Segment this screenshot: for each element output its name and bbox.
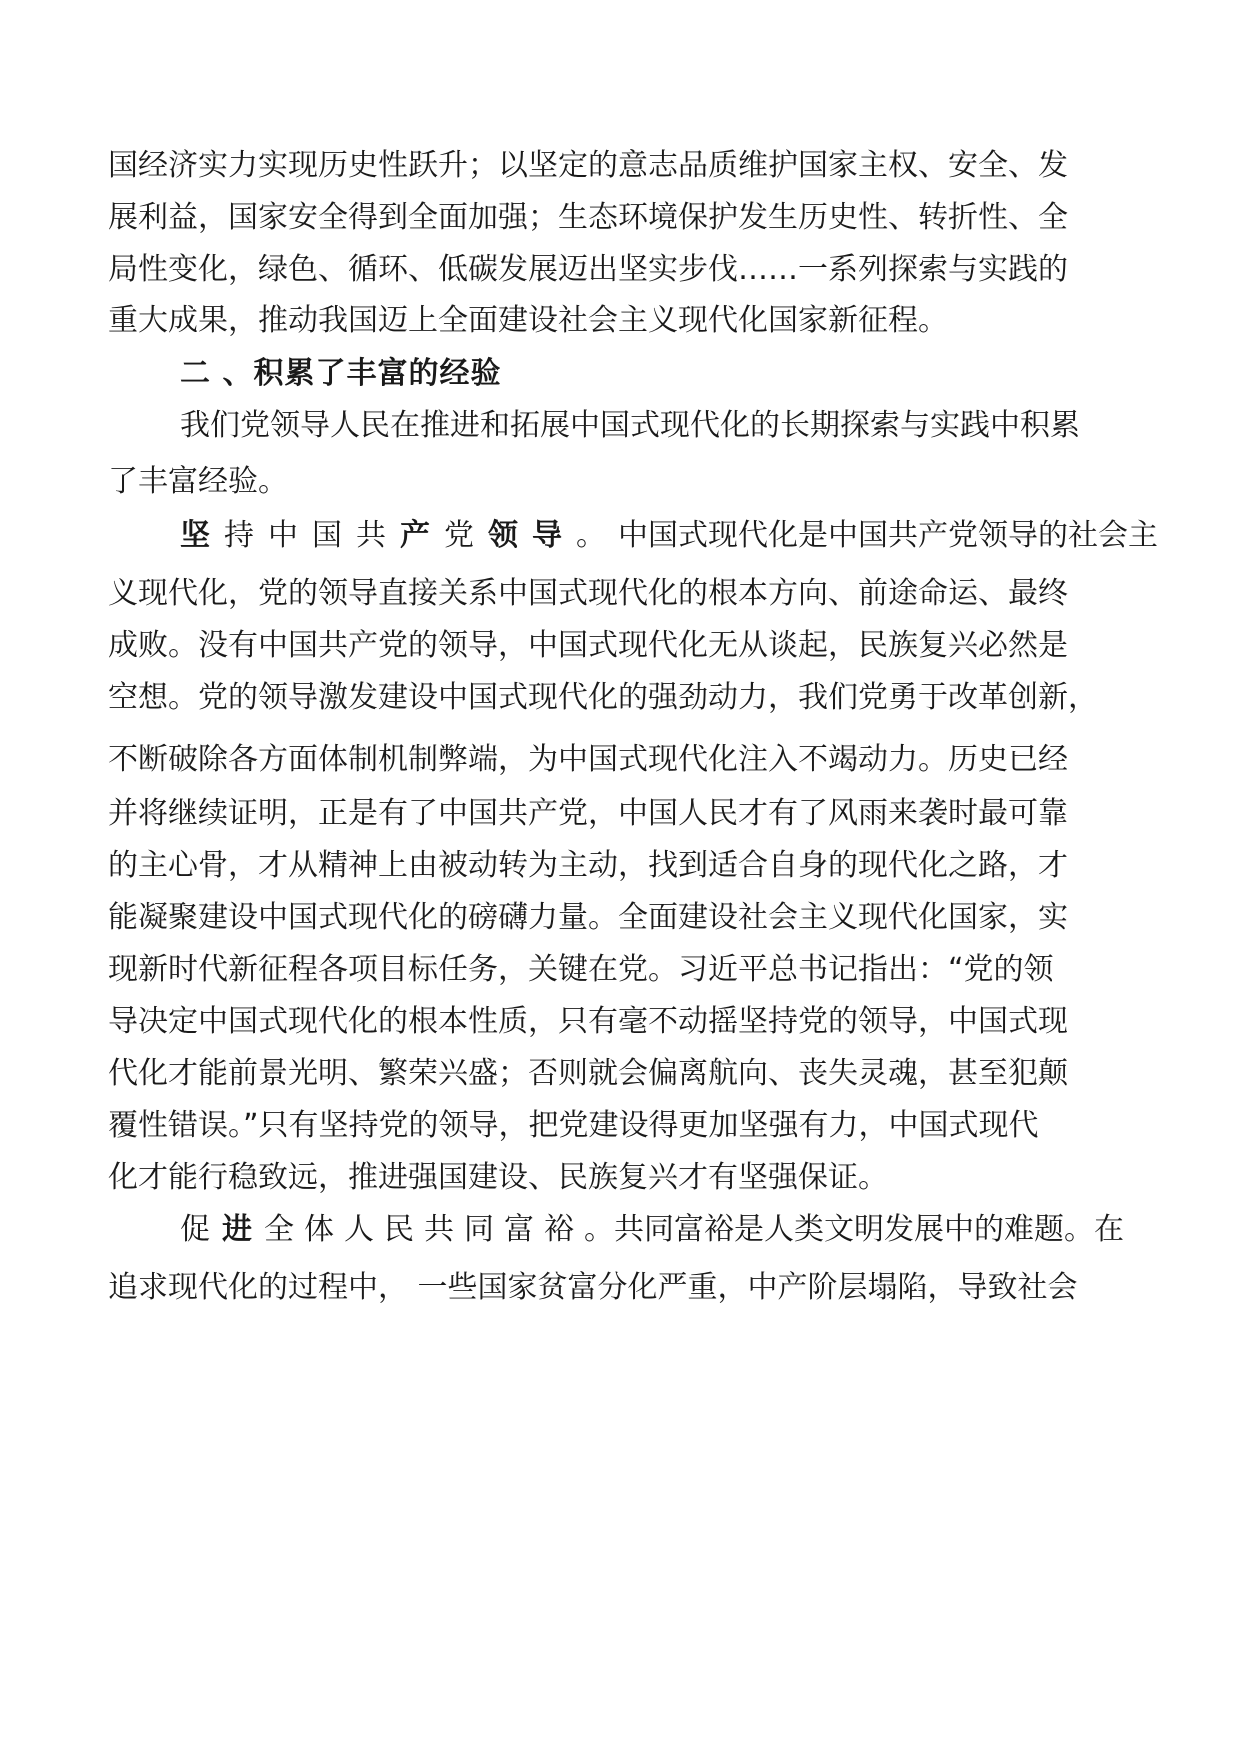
lead-rest-text: 。共同富裕是人类文明发展中的难题。在 [584, 1212, 1124, 1247]
text-line: 追求现代化的过程中， 一些国家贫富分化严重，中产阶层塌陷，导致社会 [108, 1270, 1078, 1305]
lead-spaced-text: 党 [444, 518, 488, 553]
text-line: 成败。没有中国共产党的领导，中国式现代化无从谈起，民族复兴必然是 [108, 628, 1068, 663]
text-line: 展利益，国家安全得到全面加强；生态环境保护发生历史性、转折性、全 [108, 200, 1068, 235]
text-line: 覆性错误。”只有坚持党的领导，把党建设得更加坚强有力，中国式现代 [108, 1108, 1039, 1143]
lead-bold-char: 进 [222, 1212, 252, 1247]
text-line: 空想。党的领导激发建设中国式现代化的强劲动力，我们党勇于改革创新， [108, 680, 1098, 715]
lead-bold-char: 产 [400, 518, 430, 553]
section-heading: 二 、积累了丰富的经验 [180, 356, 502, 391]
lead-spaced-text: 持中国共 [224, 518, 400, 553]
text-line: 重大成果，推动我国迈上全面建设社会主义现代化国家新征程。 [108, 303, 948, 338]
text-line: 导决定中国式现代化的根本性质，只有毫不动摇坚持党的领导，中国式现 [108, 1004, 1068, 1039]
lead-bold-char: 坚 [180, 518, 210, 553]
lead-rest-text: 中国式现代化是中国共产党领导的社会主 [618, 518, 1158, 553]
paragraph-lead-line [180, 1210, 1124, 1250]
text-line: 能凝聚建设中国式现代化的磅礴力量。全面建设社会主义现代化国家，实 [108, 900, 1068, 935]
text-line: 了丰富经验。 [108, 464, 288, 499]
text-line: 义现代化，党的领导直接关系中国式现代化的根本方向、前途命运、最终 [108, 576, 1068, 611]
text-line: 并将继续证明，正是有了中国共产党，中国人民才有了风雨来袭时最可靠 [108, 796, 1068, 831]
lead-spaced-text: 全体人民共同富裕 [264, 1212, 584, 1247]
text-line: 我们党领导人民在推进和拓展中国式现代化的长期探索与实践中积累 [180, 408, 1080, 443]
paragraph-lead-line [180, 516, 1158, 556]
text-line: 局性变化，绿色、循环、低碳发展迈出坚实步伐……一系列探索与实践的 [108, 252, 1068, 287]
lead-text: 促 [180, 1212, 210, 1247]
lead-punctuation: 。 [576, 518, 606, 553]
text-line: 代化才能前景光明、繁荣兴盛；否则就会偏离航向、丧失灵魂，甚至犯颠 [108, 1056, 1068, 1091]
text-line: 国经济实力实现历史性跃升；以坚定的意志品质维护国家主权、安全、发 [108, 148, 1068, 183]
text-line: 现新时代新征程各项目标任务，关键在党。习近平总书记指出：“党的领 [108, 952, 1054, 987]
text-line: 化才能行稳致远，推进强国建设、民族复兴才有坚强保证。 [108, 1160, 888, 1195]
text-line: 不断破除各方面体制机制弊端，为中国式现代化注入不竭动力。历史已经 [108, 742, 1068, 777]
text-line: 的主心骨，才从精神上由被动转为主动，找到适合自身的现代化之路，才 [108, 848, 1068, 883]
lead-bold-text: 领导 [488, 518, 576, 553]
